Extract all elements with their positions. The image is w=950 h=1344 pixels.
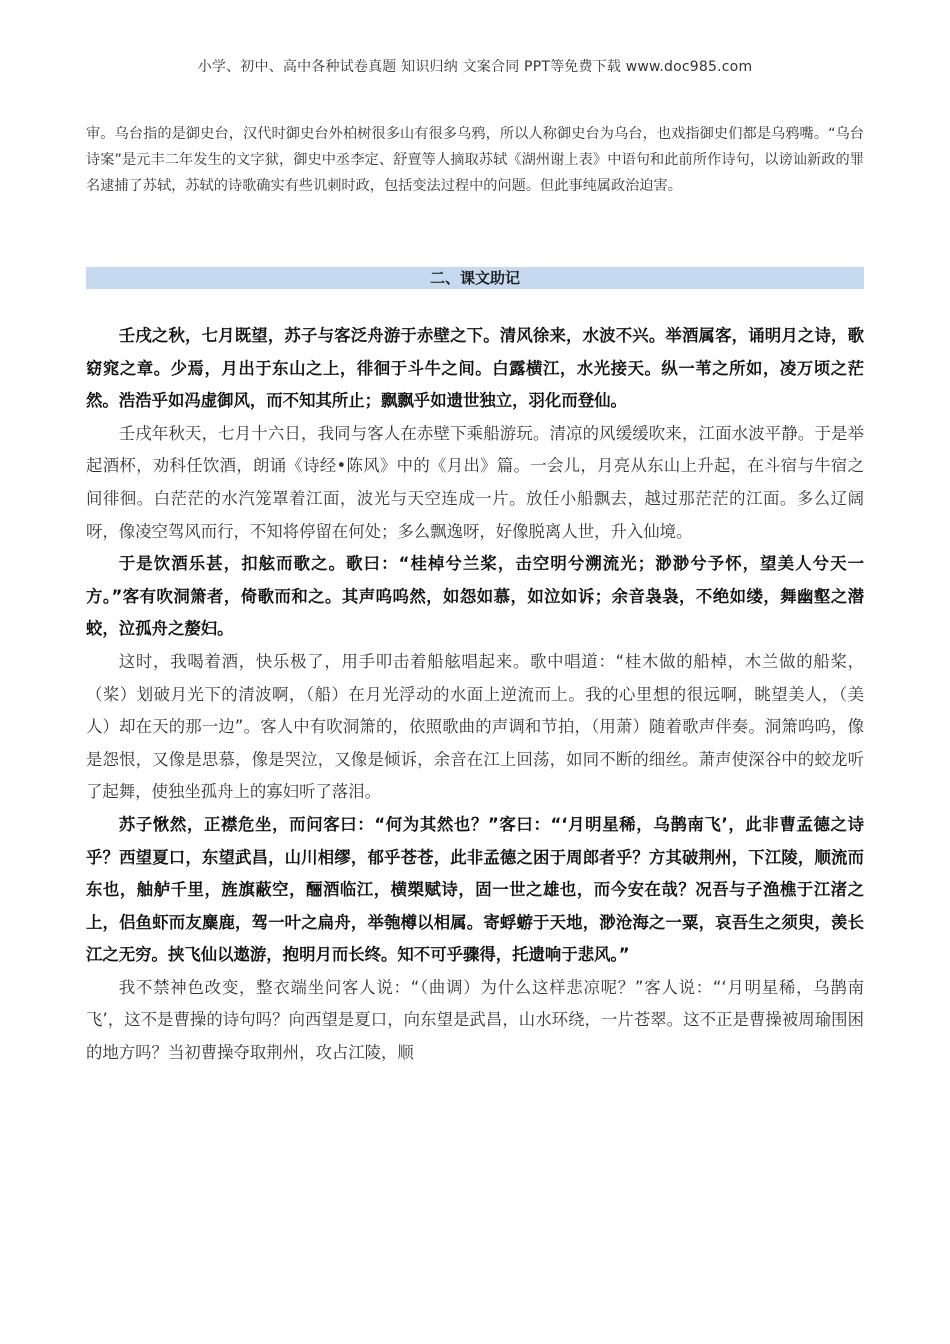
content-body: [86, 320, 864, 1070]
section-heading: 二、课文助记: [86, 267, 864, 289]
intro-paragraph: 审。乌台指的是御史台，汉代时御史台外柏树很多山有很多乌鸦，所以人称御史台为乌台，也戏指御史们都是乌鸦嘴。“乌台诗案”是元丰二年发生的文字狱，御史中丞李定、舒亶等人摘取苏轼《湖州谢上表》中语句和此前所作诗句，以谤讪新政的罪名逮捕了苏轼，苏轼的诗歌确实有些讥刺时政，包括变法过程中的问题。但此事纯属政治迫害。: [86, 126, 864, 194]
page-header: 小学、初中、高中各种试卷真题 知识归纳 文案合同 PPT等免费下载 www.doc985.com: [197, 59, 753, 75]
translation-paragraph: 这时，我喝着酒，快乐极了，用手叩击着船舷唱起来。歌中唱道：“桂木做的船棹，木兰做的船桨，（桨）划破月光下的清波啊，（船）在月光浮动的水面上逆流而上。我的心里想的很远啊，眺望美人，（美人）却在天的那一边”。客人中有吹洞箫的，依照歌曲的声调和节拍，（用萧）随着歌声伴奏。洞箫呜呜，像是怨恨，又像是思慕，像是哭泣，又像是倾诉，余音在江上回荡，如同不断的细丝。萧声使深谷中的蛟龙听了起舞，使独坐孤舟上的寡妇听了落泪。: [86, 651, 864, 802]
original-text-paragraph: 苏子愀然，正襟危坐，而问客曰：“何为其然也？”客曰：“‘月明星稀，乌鹊南飞’，此非曹孟德之诗乎？西望夏口，东望武昌，山川相缪，郁乎苍苍，此非孟德之困于周郎者乎？方其破荆州，下江陵，顺流而东也，舳舻千里，旌旗蔽空，酾酒临江，横槊赋诗，固一世之雄也，而今安在哉？况吾与子渔樵于江渚之上，侣鱼虾而友麋鹿，驾一叶之扁舟，举匏樽以相属。寄蜉蝣于天地，渺沧海之一粟，哀吾生之须臾，羡长江之无穷。挟飞仙以遨游，抱明月而长终。知不可乎骤得，托遗响于悲风。”: [86, 814, 864, 965]
original-text-paragraph: 于是饮酒乐甚，扣舷而歌之。歌曰：“桂棹兮兰桨，击空明兮溯流光；渺渺兮予怀，望美人兮天一方。”客有吹洞箫者，倚歌而和之。其声呜呜然，如怨如慕，如泣如诉；余音袅袅，不绝如缕，舞幽壑之潜蛟，泣孤舟之嫠妇。: [86, 554, 864, 639]
translation-paragraph: 壬戌年秋天，七月十六日，我同与客人在赤壁下乘船游玩。清凉的风缓缓吹来，江面水波平静。于是举起酒杯，劝科任饮酒，朗诵《诗经•陈风》中的《月出》篇。一会儿，月亮从东山上升起，在斗宿与牛宿之间徘徊。白茫茫的水汽笼罩着江面，波光与天空连成一片。放任小船飘去，越过那茫茫的江面。多么辽阔呀，像凌空驾风而行，不知将停留在何处；多么飘逸呀，好像脱离人世，升入仙境。: [86, 423, 864, 541]
translation-paragraph: 我不禁神色改变，整衣端坐问客人说：“（曲调）为什么这样悲凉呢？”客人说：“‘月明星稀，乌鹊南飞’，这不是曹操的诗句吗？向西望是夏口，向东望是武昌，山水环绕，一片苍翠。这不正是曹操被周瑜围困的地方吗？当初曹操夺取荆州，攻占江陵，顺: [86, 977, 864, 1063]
original-text-paragraph: 壬戌之秋，七月既望，苏子与客泛舟游于赤壁之下。清风徐来，水波不兴。举酒属客，诵明月之诗，歌窈窕之章。少焉，月出于东山之上，徘徊于斗牛之间。白露横江，水光接天。纵一苇之所如，凌万顷之茫然。浩浩乎如冯虚御风，而不知其所止；飘飘乎如遗世独立，羽化而登仙。: [86, 326, 864, 411]
